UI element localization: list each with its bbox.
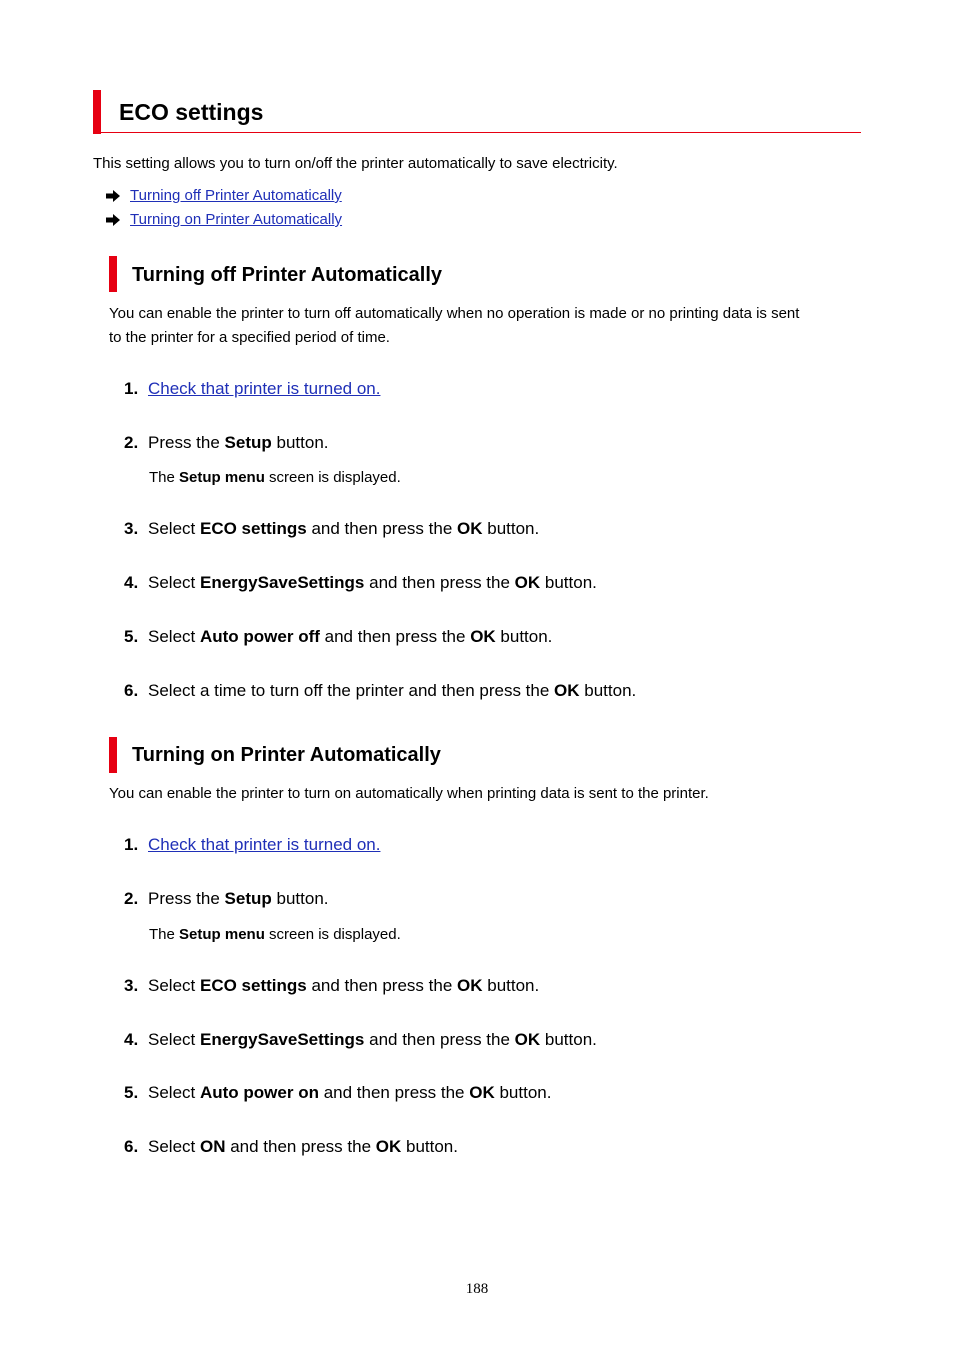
arrow-right-icon <box>105 189 121 203</box>
step-text: Select <box>148 627 200 646</box>
step-bold: OK <box>514 1030 541 1049</box>
note-text: The <box>149 926 180 943</box>
step-text: button. <box>579 681 637 700</box>
step-text: Select <box>148 573 200 592</box>
section-off-description-line1: You can enable the printer to turn off automatically when no operation is made or no printing data is sent <box>109 305 800 322</box>
step-bold: Setup <box>224 889 272 908</box>
heading-underline <box>101 132 861 133</box>
link-turning-off[interactable]: Turning off Printer Automatically <box>130 187 342 204</box>
off-step-6 <box>124 680 636 702</box>
link-row-on <box>105 210 342 230</box>
step-number: 4. <box>124 573 139 592</box>
link-turning-on[interactable]: Turning on Printer Automatically <box>130 211 343 228</box>
step-bold: ON <box>199 1137 226 1156</box>
step-text: button. <box>495 627 553 646</box>
step-number: 5. <box>124 1083 139 1102</box>
on-step-4 <box>124 1029 597 1051</box>
section-off-accent-bar <box>109 256 117 292</box>
off-step-2-note <box>149 468 401 488</box>
note-text: screen is displayed. <box>264 926 401 943</box>
step-text: button. <box>482 976 540 995</box>
step-number: 6. <box>124 1137 139 1156</box>
link-row-off <box>105 186 342 206</box>
step-text: Select <box>148 1030 200 1049</box>
step-text: and then press the <box>225 1137 376 1156</box>
step-bold: ECO settings <box>199 519 307 538</box>
step-bold: OK <box>457 976 483 995</box>
on-step-2-note <box>149 925 401 945</box>
section-off-title: Turning off Printer Automatically <box>132 264 443 286</box>
step-number: 3. <box>124 976 139 995</box>
check-printer-link[interactable]: Check that printer is turned on. <box>148 379 381 398</box>
step-text: button. <box>482 519 540 538</box>
section-on-description-line1: You can enable the printer to turn on automatically when printing data is sent to the printer. <box>109 785 709 802</box>
off-step-1 <box>124 378 380 400</box>
step-number: 1. <box>124 835 139 854</box>
step-text: Press the <box>148 433 225 452</box>
step-text: Select <box>148 1083 200 1102</box>
step-bold: EnergySaveSettings <box>199 573 365 592</box>
step-bold: ECO settings <box>199 976 307 995</box>
step-text: Select <box>148 1137 200 1156</box>
step-bold: OK <box>554 681 580 700</box>
note-bold: Setup menu <box>179 469 265 486</box>
step-text: Select a time to turn off the printer and then press the <box>148 681 555 700</box>
arrow-right-icon <box>105 213 121 227</box>
step-number: 6. <box>124 681 139 700</box>
step-bold: OK <box>469 1083 495 1102</box>
step-bold: Setup <box>224 433 272 452</box>
step-text: button. <box>271 889 329 908</box>
step-bold: OK <box>457 519 483 538</box>
section-on-title: Turning on Printer Automatically <box>132 744 441 766</box>
step-bold: Auto power off <box>199 627 320 646</box>
step-number: 3. <box>124 519 139 538</box>
step-text: Select <box>148 519 200 538</box>
step-text: button. <box>271 433 329 452</box>
check-printer-link[interactable]: Check that printer is turned on. <box>148 835 381 854</box>
step-bold: OK <box>375 1137 402 1156</box>
step-text: button. <box>494 1083 552 1102</box>
on-step-1 <box>124 834 380 856</box>
note-text: The <box>149 469 180 486</box>
step-text: and then press the <box>364 573 515 592</box>
step-number: 2. <box>124 889 139 908</box>
step-text: button. <box>540 1030 597 1049</box>
step-text: button. <box>401 1137 458 1156</box>
step-text: and then press the <box>306 976 458 995</box>
step-bold: OK <box>470 627 496 646</box>
heading-accent-bar <box>93 90 101 134</box>
step-bold: OK <box>514 573 541 592</box>
step-bold: EnergySaveSettings <box>199 1030 365 1049</box>
on-step-6 <box>124 1136 458 1158</box>
step-number: 4. <box>124 1030 139 1049</box>
step-text: button. <box>540 573 597 592</box>
intro-text: This setting allows you to turn on/off the printer automatically to save electricity. <box>93 155 618 172</box>
section-off-description-line2: to the printer for a specified period of time. <box>109 329 390 346</box>
step-number: 5. <box>124 627 139 646</box>
step-text: Press the <box>148 889 225 908</box>
note-text: screen is displayed. <box>264 469 401 486</box>
on-step-3 <box>124 975 539 997</box>
off-step-4 <box>124 572 597 594</box>
step-text: and then press the <box>364 1030 515 1049</box>
note-bold: Setup menu <box>179 926 265 943</box>
page-title: ECO settings <box>119 99 264 125</box>
section-on-accent-bar <box>109 737 117 773</box>
step-bold: Auto power on <box>199 1083 319 1102</box>
off-step-2 <box>124 432 329 454</box>
on-step-2 <box>124 888 329 910</box>
on-step-5 <box>124 1082 551 1104</box>
section-off-description <box>109 302 854 350</box>
off-step-3 <box>124 518 539 540</box>
step-text: and then press the <box>318 1083 470 1102</box>
page-number: 188 <box>465 1281 489 1297</box>
step-number: 1. <box>124 379 139 398</box>
section-on-description <box>109 782 854 806</box>
step-text: and then press the <box>306 519 458 538</box>
off-step-5 <box>124 626 552 648</box>
step-text: Select <box>148 976 200 995</box>
step-number: 2. <box>124 433 139 452</box>
step-text: and then press the <box>319 627 471 646</box>
